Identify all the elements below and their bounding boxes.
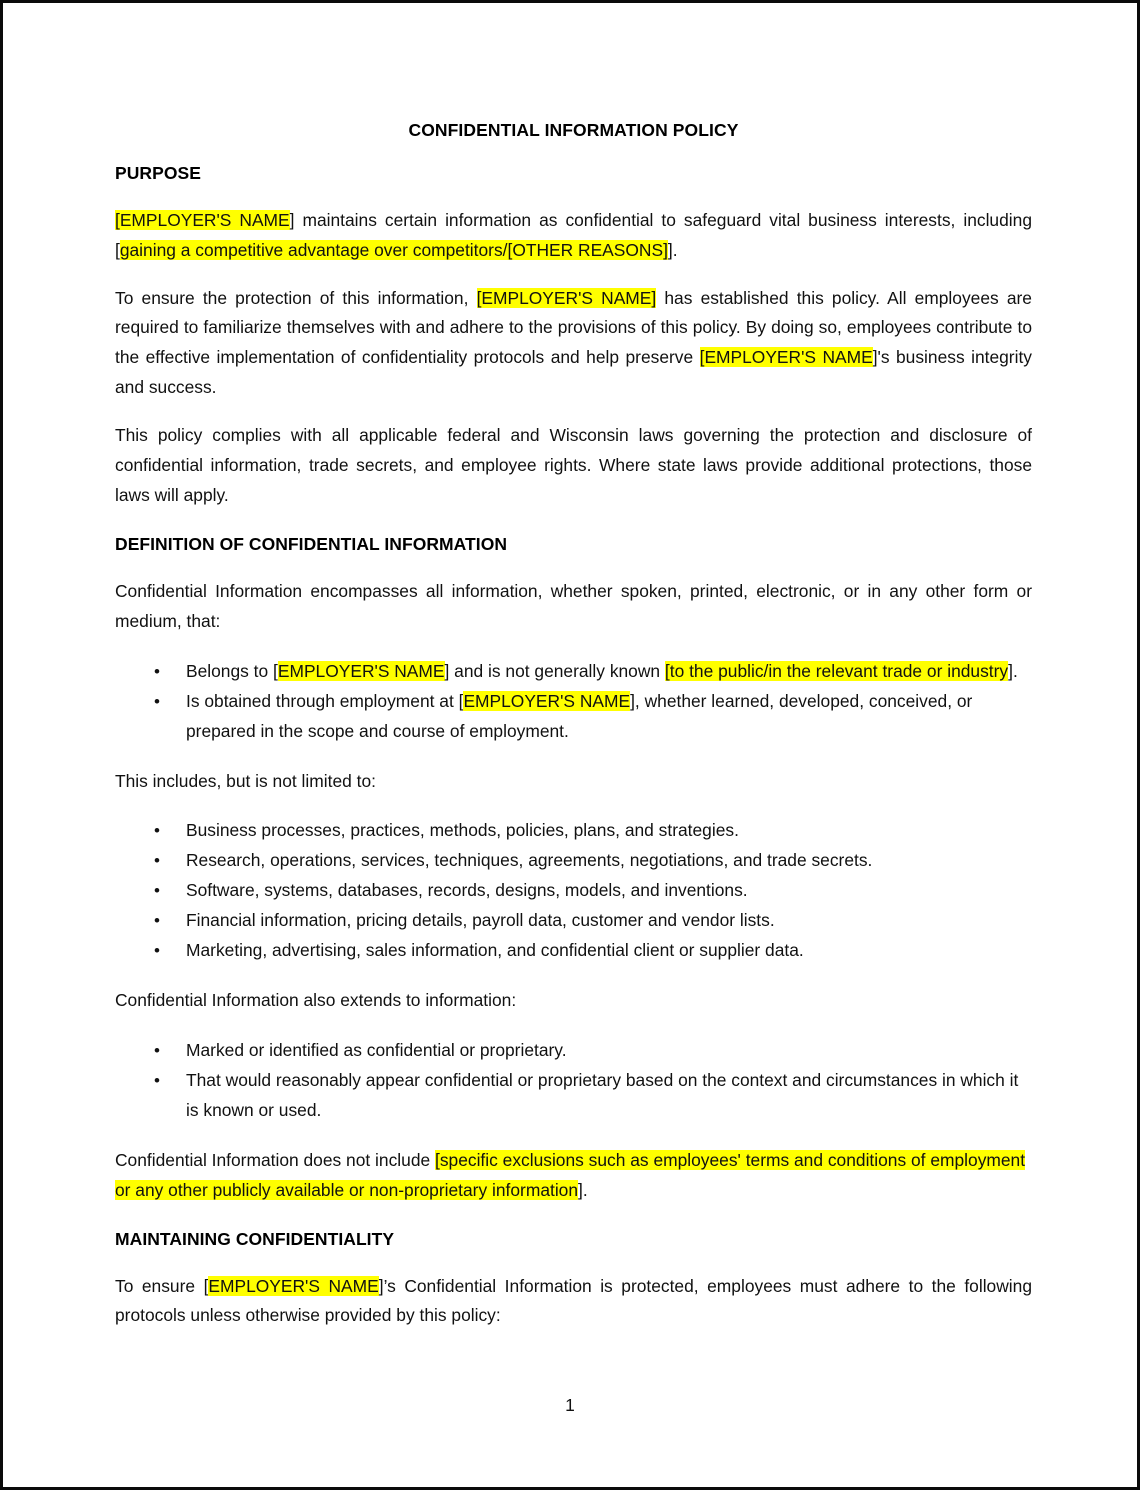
page-title: CONFIDENTIAL INFORMATION POLICY xyxy=(408,120,739,140)
heading-definition: DEFINITION OF CONFIDENTIAL INFORMATION xyxy=(115,534,508,555)
exclusions-text-a: Confidential Information does not include xyxy=(115,1149,435,1170)
purpose-paragraph-1 xyxy=(115,206,1032,266)
includes-intro: This includes, but is not limited to: xyxy=(115,770,376,791)
page-number: 1 xyxy=(565,1395,575,1415)
criteria-1-text-c: ]. xyxy=(1008,660,1018,681)
maintaining-text-a: To ensure [ xyxy=(115,1275,209,1296)
placeholder-employer-name: [EMPLOYER'S NAME] xyxy=(476,287,657,308)
list-item: • Financial information, pricing details, payroll data, customer and vendor lists. xyxy=(115,906,1032,936)
placeholder-employer-name: EMPLOYER'S NAME xyxy=(208,1275,379,1296)
placeholder-employer-name: EMPLOYER'S NAME xyxy=(463,690,631,711)
criteria-2-text-b: ], whether learned, developed, conceived, or prepared in the scope and course of employment. xyxy=(186,690,973,741)
definition-criteria-list xyxy=(115,657,1032,747)
list-item: • Marked or identified as confidential or proprietary. xyxy=(115,1036,1032,1066)
criteria-1-text-b: ] and is not generally known xyxy=(444,660,665,681)
exclusions-paragraph xyxy=(115,1146,1032,1206)
exclusions-text-b: ]. xyxy=(578,1179,588,1200)
purpose-p2-text-c: ]'s business integrity and success. xyxy=(115,347,1032,398)
purpose-paragraph-2 xyxy=(115,284,1032,404)
criteria-1-text-a: Belongs to [ xyxy=(186,660,278,681)
heading-purpose: PURPOSE xyxy=(115,162,201,183)
placeholder-employer-name: [EMPLOYER'S NAME xyxy=(115,209,290,230)
purpose-p1-text-b: ]. xyxy=(667,239,678,260)
definition-extends-list xyxy=(115,1036,1032,1126)
definition-includes-list xyxy=(115,816,1032,966)
list-item: • Software, systems, databases, records, designs, models, and inventions. xyxy=(115,876,1032,906)
document-content xyxy=(115,3,1032,1331)
placeholder-employer-name: [EMPLOYER'S NAME xyxy=(699,347,873,368)
placeholder-other-reasons: gaining a competitive advantage over competitors/[OTHER REASONS] xyxy=(119,239,668,260)
list-item: • That would reasonably appear confidential or proprietary based on the context and circumstances in which it is known or used. xyxy=(115,1066,1032,1126)
purpose-paragraph-3: This policy complies with all applicable federal and Wisconsin laws governing the protection and disclosure of confidential information, trade secrets, and employee rights. Where state laws provide additional protections, those laws will apply. xyxy=(115,425,1032,506)
list-item xyxy=(115,657,1032,687)
definition-intro: Confidential Information encompasses all information, whether spoken, printed, electronic, or in any other form or medium, that: xyxy=(115,580,1032,631)
placeholder-employer-name: EMPLOYER'S NAME xyxy=(277,660,445,681)
purpose-p2-text-a: To ensure the protection of this information, xyxy=(115,287,477,308)
heading-maintaining-confidentiality: MAINTAINING CONFIDENTIALITY xyxy=(115,1228,395,1249)
placeholder-public-or-trade: [to the public/in the relevant trade or industry xyxy=(664,660,1009,681)
placeholder-specific-exclusions: [specific exclusions such as employees' terms and conditions of employment or any other publicly available or non-proprietary information xyxy=(115,1149,1026,1200)
purpose-p2-text-b: has established this policy. All employees are required to familiarize themselves with and adhere to the provisions of this policy. By doing so, employees contribute to the effective implementation of confidentiality protocols and help preserve xyxy=(115,287,1032,368)
list-item: • Marketing, advertising, sales information, and confidential client or supplier data. xyxy=(115,936,1032,966)
maintaining-text-b: ]’s Confidential Information is protected, employees must adhere to the following protocols unless otherwise provided by this policy: xyxy=(115,1275,1032,1326)
list-item: • Business processes, practices, methods, policies, plans, and strategies. xyxy=(115,816,1032,846)
maintaining-paragraph-1 xyxy=(115,1272,1032,1332)
list-item xyxy=(115,687,1032,747)
criteria-2-text-a: Is obtained through employment at [ xyxy=(186,690,464,711)
list-item: • Research, operations, services, techniques, agreements, negotiations, and trade secrets. xyxy=(115,846,1032,876)
extends-intro: Confidential Information also extends to information: xyxy=(115,990,517,1011)
purpose-p1-text-a: ] maintains certain information as confidential to safeguard vital business interests, including [ xyxy=(115,209,1032,260)
